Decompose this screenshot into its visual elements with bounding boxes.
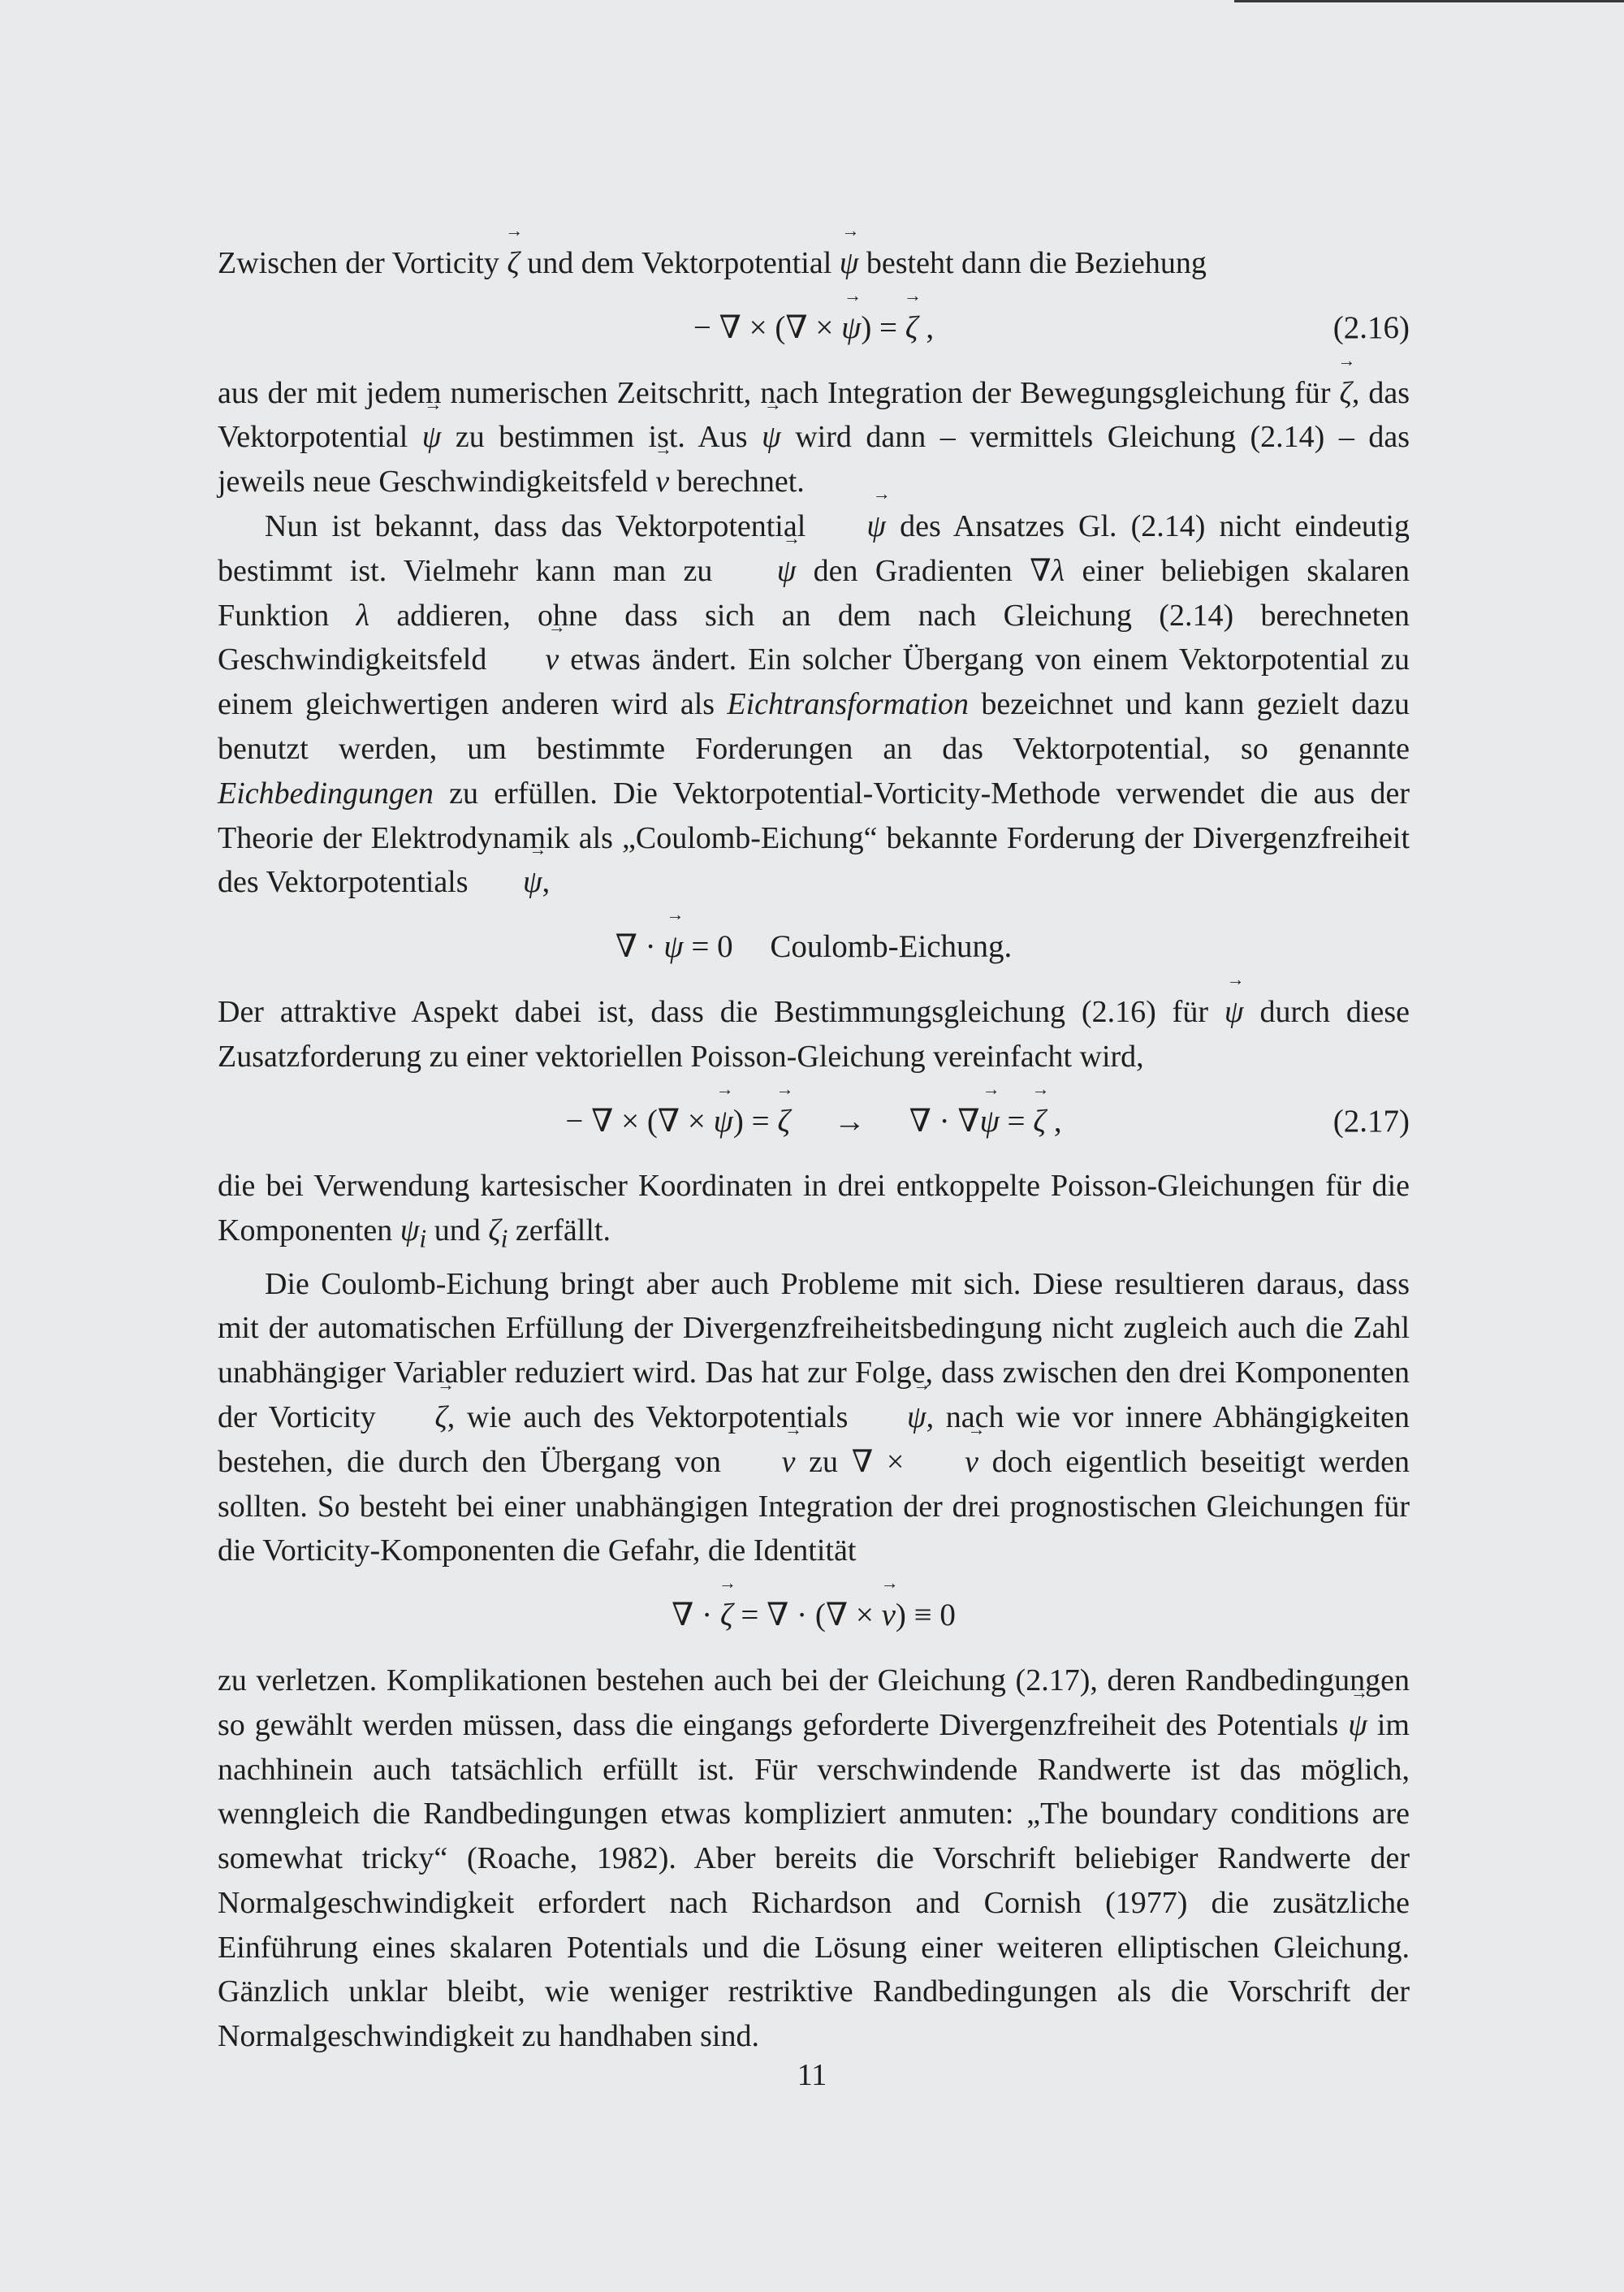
scan-edge-line	[1234, 0, 1624, 2]
equation-coulomb-gauge	[218, 925, 1410, 970]
coulomb-gauge-label: Coulomb-Eichung.	[770, 929, 1013, 965]
paragraph-5: die bei Verwendung kartesischer Koordinaten in drei entkoppelte Poisson-Gleichungen für die Komponenten $\psi_i$ und $\zeta_i$ zerfällt.	[218, 1169, 1410, 1253]
paragraph-1: Zwischen der Vorticity → ζ und dem Vektorpotential → ψ besteht dann die Beziehung	[218, 241, 1410, 286]
body-text	[218, 241, 1410, 2059]
equation-2-17-lhs: − ∇ × (∇ × → ψ) = → ζ	[565, 1104, 790, 1139]
paragraph-3: Nun ist bekannt, dass das Vektorpotential → ψ des Ansatzes Gl. (2.14) nicht eindeutig bestimmt ist. Vielmehr kann man zu → ψ den Gradienten ∇λ einer beliebigen skalaren Funktion λ addieren, ohne dass sich an dem nach Gleichung (2.14) berechneten Geschwindigkeitsfeld → v etwas ändert. Ein solcher Übergang von einem Vektorpotential zu einem gleichwertigen anderen wird als Eichtransformation bezeichnet und kann gezielt dazu benutzt werden, um bestimmte Forderungen an das Vektorpotential, so genannte Eichbedingungen zu erfüllen. Die Vektorpotential-Vorticity-Methode verwendet die aus der Theorie der Elektrodynamik als „Coulomb-Eichung“ bekannte Forderung der Divergenzfreiheit des Vektorpotentials → ψ,	[218, 504, 1410, 905]
paragraph-7: zu verletzen. Komplikationen bestehen auch bei der Gleichung (2.17), deren Randbedingungen so gewählt werden müssen, dass die eingangs geforderte Divergenzfreiheit des Potentials → ψ im nachhinein auch tatsächlich erfüllt ist. Für verschwindende Randwerte ist das möglich, wenngleich die Randbedingungen etwas kompliziert anmuten: „The boundary conditions are somewhat tricky“ (Roache, 1982). Aber bereits die Vorschrift beliebiger Randwerte der Normalgeschwindigkeit erfordert nach Richardson and Cornish (1977) die zusätzliche Einführung eines skalaren Potentials und die Lösung einer weiteren elliptischen Gleichung. Gänzlich unklar bleibt, wie weniger restriktive Randbedingungen als die Vorschrift der Normalgeschwindigkeit zu handhaben sind.	[218, 1658, 1410, 2059]
equation-2-17-arrow: →	[833, 1103, 866, 1139]
paragraph-6: Die Coulomb-Eichung bringt aber auch Probleme mit sich. Diese resultieren daraus, dass mit der automatischen Erfüllung der Divergenzfreiheitsbedingung nicht zugleich auch die Zahl unabhängiger Variabler reduziert wird. Das hat zur Folge, dass zwischen den drei Komponenten der Vorticity → ζ, wie auch des Vektorpotentials → ψ, nach wie vor innere Abhängigkeiten bestehen, die durch den Übergang von → v zu ∇ × → v doch eigentlich beseitigt werden sollten. So besteht bei einer unabhängigen Integration der drei prognostischen Gleichungen für die Vorticity-Komponenten die Gefahr, die Identität	[218, 1262, 1410, 1574]
equation-2-17-number: (2.17)	[1332, 1103, 1410, 1139]
page-number: 11	[797, 2058, 827, 2092]
equation-2-17	[218, 1100, 1410, 1144]
equation-2-16	[218, 306, 1410, 351]
paragraph-4: Der attraktive Aspekt dabei ist, dass die Bestimmungsgleichung (2.16) für → ψ durch diese Zusatzforderung zu einer vektoriellen Poisson-Gleichung vereinfacht wird,	[218, 990, 1410, 1079]
equation-2-17-rhs: ∇ · ∇→ ψ = → ζ ,	[909, 1104, 1062, 1139]
identity-expression: ∇ · → ζ = ∇ · (∇ × → v) ≡ 0	[672, 1598, 956, 1633]
paragraph-2: aus der mit jedem numerischen Zeitschritt, nach Integration der Bewegungsgleichung für → ζ, das Vektorpotential → ψ zu bestimmen ist. Aus → ψ wird dann – vermittels Gleichung (2.14) – das jeweils neue Geschwindigkeitsfeld → v berechnet.	[218, 371, 1410, 504]
coulomb-gauge-expression: ∇ · → ψ = 0	[615, 929, 733, 964]
equation-identity	[218, 1594, 1410, 1638]
equation-2-16-number: (2.16)	[1332, 309, 1410, 345]
equation-2-16-expression: − ∇ × (∇ × → ψ) = → ζ ,	[693, 310, 934, 345]
